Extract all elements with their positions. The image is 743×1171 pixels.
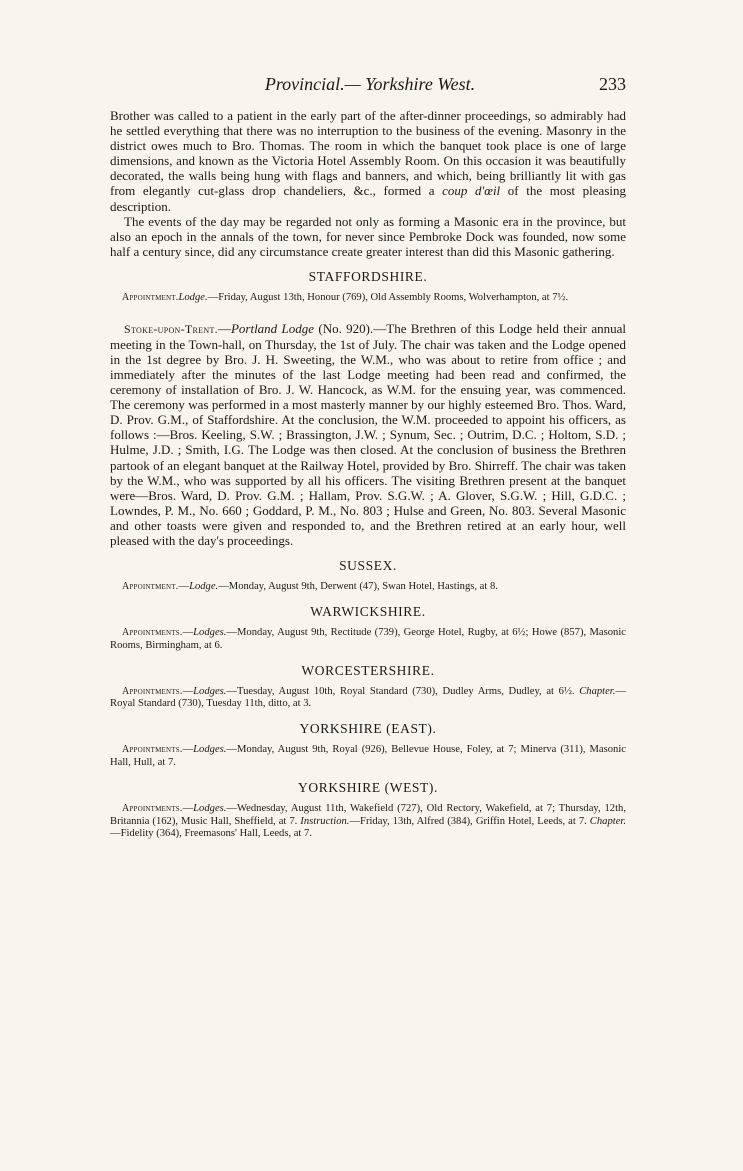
notice-text: —Monday, August 9th, Royal (926), Bellevue House, Foley, at 7; Minerva (311), Masonic Hall, Hull, at 7. bbox=[110, 744, 626, 768]
report-lodge-name: Portland Lodge bbox=[230, 320, 315, 336]
section-heading-warwickshire: WARWICKSHIRE. bbox=[310, 603, 426, 619]
notice-text: —Wednesday, August 11th, Wakefield (727), Old Rectory, Wakefield, at 7; Thursday, 12th, Britannia (162), Music Hall, Sheffield, at 7. bbox=[110, 802, 626, 827]
notice-text: —Monday, August 9th, Rectitude (739), George Hotel, Rugby, at 6½; Howe (857), Masonic Rooms, Birmingham, at 6. bbox=[110, 626, 626, 651]
appointment-notice: Appointments.—Lodges.—Wednesday, August 11th, Wakefield (727), Old Rectory, Wakefield, at 7; Thursday, 12th, Britannia (162), Music Hall, Sheffield, at 7. Instruction.—Friday, 13th, Alfred (384), Griffin Hotel, Leeds, at 7. Chapter.—Fidelity (364), Freemasons' Hall, Leeds, at 7. bbox=[110, 802, 626, 840]
notice-label: Appointments. bbox=[122, 626, 183, 638]
notice-type-instruction: Instruction. bbox=[300, 815, 350, 827]
page-title: Provincial.— Yorkshire West. bbox=[264, 74, 476, 94]
notice-type: Lodges. bbox=[193, 685, 227, 697]
notice-type: Lodge. bbox=[178, 291, 208, 303]
appointment-notice: Appointment.—Lodge.—Monday, August 9th, Derwent (47), Swan Hotel, Hastings, at 8. bbox=[122, 581, 498, 593]
notice-text-chapter: —Royal Standard (730), Tuesday 11th, ditto, at 3. bbox=[110, 685, 626, 710]
paragraph-text: Brother was called to a patient in the early part of the after-dinner proceedings, so admirably had he settled everything that there was no interruption to the business of the evening. Masonry in the district owes much to Bro. Thomas. The room in which the banquet took place is one of large dimensions, and known as the Victoria Hotel Assembly Room. On this occasion it was beautifully decorated, the walls being hung with flags and banners, and which, being brilliantly lit with gas from elegantly cut-glass drop chandeliers, &c., formed a bbox=[110, 108, 626, 199]
section-heading-staffordshire: STAFFORDSHIRE. bbox=[308, 268, 428, 284]
notice-text: —Friday, August 13th, Honour (769), Old Assembly Rooms, Wolverhampton, at 7½. bbox=[207, 291, 569, 303]
notice-label: Appointments. bbox=[122, 744, 183, 756]
paragraph-italic: coup d'œil bbox=[442, 183, 501, 199]
section-heading-yorkshire-east: YORKSHIRE (EAST). bbox=[299, 721, 437, 737]
appointment-notice: Appointments.—Lodges.—Tuesday, August 10th, Royal Standard (730), Dudley Arms, Dudley, at 6½. Chapter.—Royal Standard (730), Tuesday 11th, ditto, at 3. bbox=[110, 685, 626, 710]
notice-text: —Tuesday, August 10th, Royal Standard (730), Dudley Arms, Dudley, at 6½. bbox=[226, 685, 580, 697]
notice-type: Lodges. bbox=[193, 802, 227, 814]
section-heading-sussex: SUSSEX. bbox=[339, 558, 397, 574]
appointment-notice: Appointments.—Lodges.—Monday, August 9th, Royal (926), Bellevue House, Foley, at 7; Minerva (311), Masonic Hall, Hull, at 7. bbox=[110, 744, 626, 768]
notice-label: Appointments. bbox=[122, 802, 183, 814]
paragraph-continued bbox=[110, 108, 626, 214]
notice-type-chapter: Chapter. bbox=[589, 815, 626, 827]
report-text: (No. 920).—The Brethren of this Lodge held their annual meeting in the Town-hall, on Thursday, the 1st of July. The chair was taken and the Lodge opened in the 1st degree by Bro. J. H. Sweeting, the W.M., who was about to retire from office ; and immediately after the minutes of the last Lodge meeting had been read and confirmed, the ceremony of installation of Bro. J. W. Hancock, as W.M. for the ensuing year, was commenced. The ceremony was performed in a most masterly manner by our highly esteemed Bro. Thos. Ward, D. Prov. G.M., of Staffordshire. At the conclusion, the W.M. proceeded to appoint his officers, as follows :—Bros. Keeling, S.W. ; Brassington, J.W. ; Synum, Sec. ; Outrim, D.C. ; Holtom, S.D. ; Hulme, J.D. ; Smith, I.G. The Lodge was then closed. At the conclusion of business the Brethren partook of an elegant banquet at the Railway Hotel, provided by Bro. Shirreff. The chair was taken by the W.M., who was supported by all his officers. The visiting Brethren present at the banquet were—Bros. Ward, D. Prov. G.M. ; Hallam, Prov. S.G.W. ; A. Glover, S.G.W. ; Hill, G.D.C. ; Lowndes, P. M., No. 660 ; Goddard, P. M., No. 803 ; Hulse and Green, No. 803. Several Masonic and other toasts were given and responded to, and the Brethren retired at an early hour, well pleased with the day's proceedings. bbox=[110, 320, 627, 549]
notice-type: Lodges. bbox=[193, 626, 227, 638]
notice-type: Lodges. bbox=[193, 744, 227, 756]
page-number: 233 bbox=[599, 74, 626, 94]
notice-type: Lodge. bbox=[189, 581, 219, 593]
report-place: Stoke-upon-Trent. bbox=[124, 321, 218, 336]
notice-label: Appointment. bbox=[122, 291, 179, 303]
lodge-report: Stoke-upon-Trent.—Portland Lodge (No. 920).—The Brethren of this Lodge held their annual meeting in the Town-hall, on Thursday, the 1st of July. The chair was taken and the Lodge opened in the 1st degree by Bro. J. H. Sweeting, the W.M., who was about to retire from office ; and immediately after the minutes of the last Lodge meeting had been read and confirmed, the ceremony of installation of Bro. J. W. Hancock, as W.M. for the ensuing year, was commenced. The ceremony was performed in a most masterly manner by our highly esteemed Bro. Thos. Ward, D. Prov. G.M., of Staffordshire. At the conclusion, the W.M. proceeded to appoint his officers, as follows :—Bros. Keeling, S.W. ; Brassington, J.W. ; Synum, Sec. ; Outrim, D.C. ; Holtom, S.D. ; Hulme, J.D. ; Smith, I.G. The Lodge was then closed. At the conclusion of business the Brethren partook of an elegant banquet at the Railway Hotel, provided by Bro. Shirreff. The chair was taken by the W.M., who was supported by all his officers. The visiting Brethren present at the banquet were—Bros. Ward, D. Prov. G.M. ; Hallam, Prov. S.G.W. ; A. Glover, S.G.W. ; Hill, G.D.C. ; Lowndes, P. M., No. 660 ; Goddard, P. M., No. 803 ; Hulse and Green, No. 803. Several Masonic and other toasts were given and responded to, and the Brethren retired at an early hour, well pleased with the day's proceedings. bbox=[110, 320, 627, 549]
notice-type-chapter: Chapter. bbox=[579, 685, 616, 697]
paragraph-text-end: of the most pleasing description. bbox=[110, 183, 626, 214]
notice-label: Appointments. bbox=[122, 685, 183, 697]
notice-text-instruction: —Friday, 13th, Alfred (384), Griffin Hotel, Leeds, at 7. bbox=[349, 815, 590, 827]
notice-text: —Monday, August 9th, Derwent (47), Swan Hotel, Hastings, at 8. bbox=[218, 581, 498, 593]
section-heading-worcestershire: WORCESTERSHIRE. bbox=[301, 662, 435, 678]
notice-text-chapter: —Fidelity (364), Freemasons' Hall, Leeds, at 7. bbox=[110, 828, 312, 840]
paragraph: The events of the day may be regarded not only as forming a Masonic era in the province, but also an epoch in the annals of the town, for never since Pembroke Dock was founded, now some half a century since, did any circumstance create greater interest than did this Masonic gathering. bbox=[110, 213, 626, 259]
appointment-notice: Appointments.—Lodges.—Monday, August 9th, Rectitude (739), George Hotel, Rugby, at 6½; Howe (857), Masonic Rooms, Birmingham, at 6. bbox=[110, 626, 626, 651]
article-body bbox=[110, 108, 626, 847]
notice-label: Appointment. bbox=[122, 581, 179, 593]
appointment-notice bbox=[110, 292, 626, 305]
section-heading-yorkshire-west: YORKSHIRE (WEST). bbox=[298, 779, 438, 795]
running-head bbox=[110, 74, 630, 102]
